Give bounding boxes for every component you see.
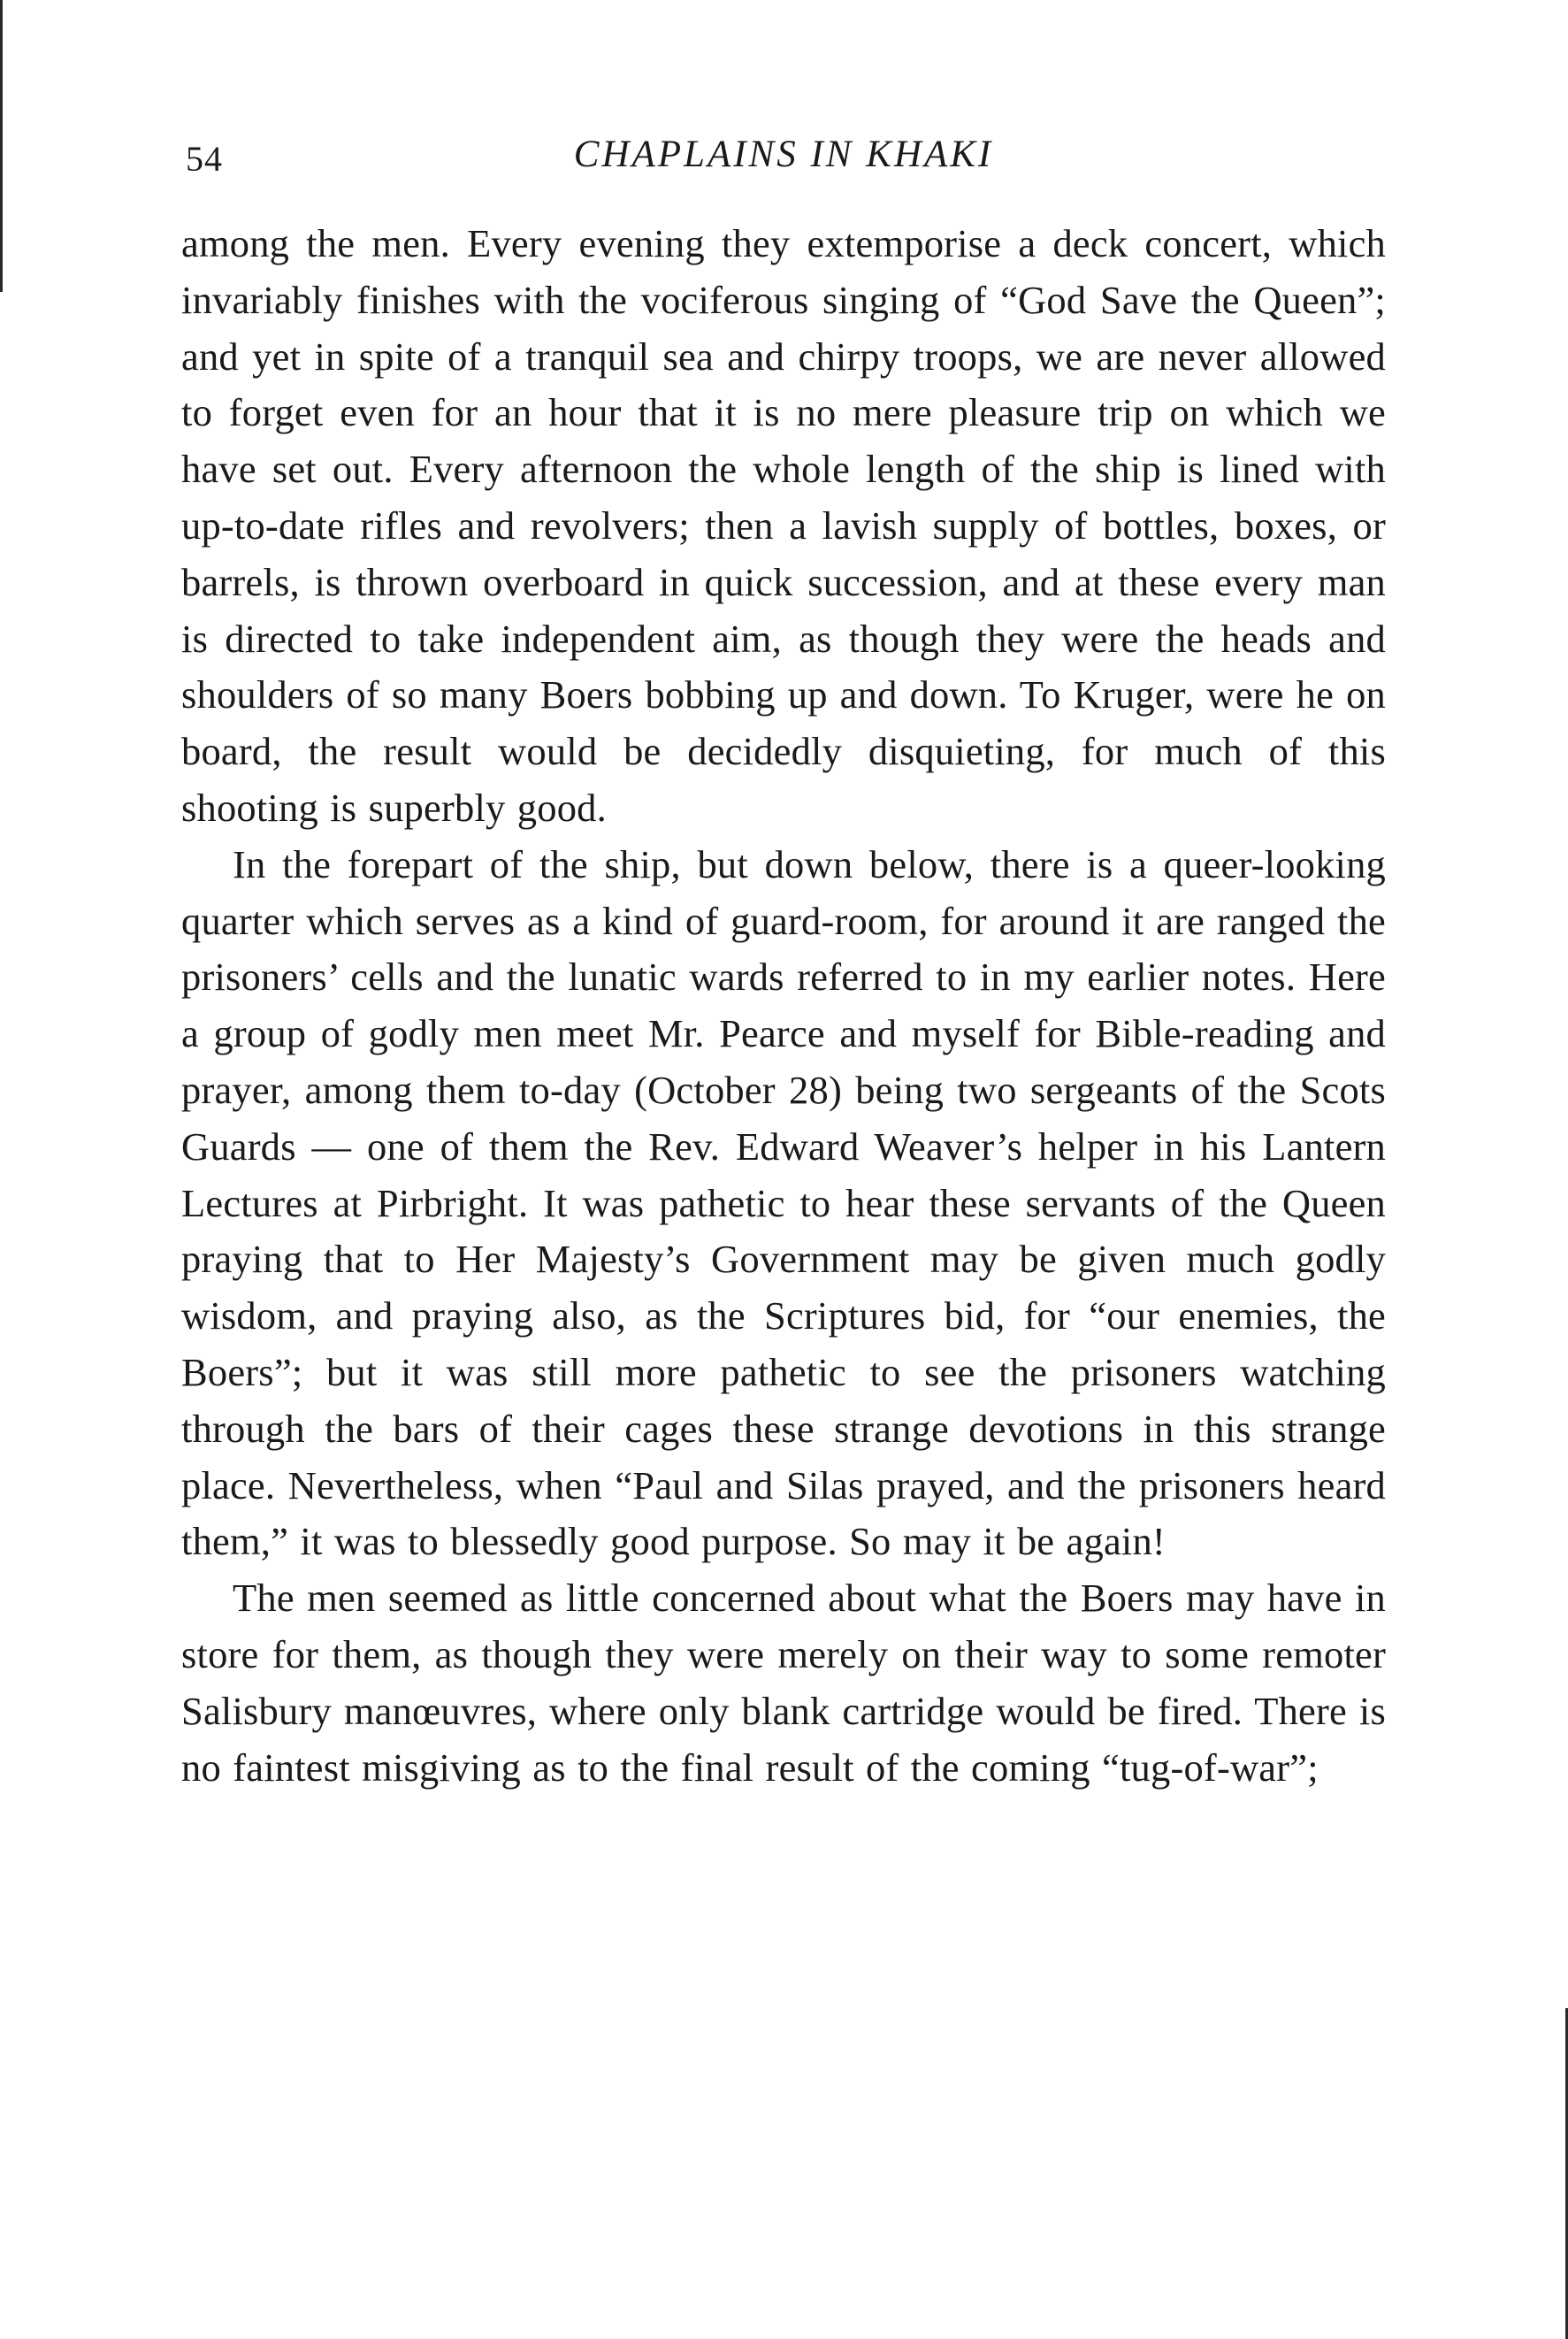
page-number: 54	[186, 139, 223, 179]
body-text	[181, 216, 1386, 1796]
page-header	[181, 133, 1386, 196]
scan-edge-left	[0, 0, 3, 292]
book-page	[181, 133, 1386, 1796]
paragraph-men-concerned: The men seemed as little concerned about what the Boers may have in store for them, as though they were merely on their way to some remoter Salisbury manœuvres, where only blank cartridge would be fired. There is no faintest misgiving as to the final result of the coming “tug-of-war”;	[181, 1576, 1386, 1790]
paragraph-continued: among the men. Every evening they extemporise a deck concert, which invariably finishes with the vociferous singing of “God Save the Queen”; and yet in spite of a tranquil sea and chirpy troops, we are never allowed to forget even for an hour that it is no mere pleasure trip on which we have set out. Every afternoon the whole length of the ship is lined with up-to-date rifles and revolvers; then a lavish supply of bottles, boxes, or barrels, is thrown overboard in quick succession, and at these every man is directed to take independent aim, as though they were the heads and shoulders of so many Boers bobbing up and down. To Kruger, were he on board, the result would be decidedly disquieting, for much of this shooting is superbly good.	[181, 221, 1386, 830]
paragraph-guard-room: In the forepart of the ship, but down below, there is a queer-looking quarter which serves as a kind of guard-room, for around it are ranged the prisoners’ cells and the lunatic wards referred to in my earlier notes. Here a group of godly men meet Mr. Pearce and myself for Bible-reading and prayer, among them to-day (October 28) being two sergeants of the Scots Guards — one of them the Rev. Edward Weaver’s helper in his Lantern Lectures at Pirbright. It was pathetic to hear these servants of the Queen praying that to Her Majesty’s Government may be given much godly wisdom, and praying also, as the Scriptures bid, for “our enemies, the Boers”; but it was still more pathetic to see the prisoners watching through the bars of their cages these strange devotions in this strange place. Nevertheless, when “Paul and Silas prayed, and the prisoners heard them,” it was to blessedly good purpose. So may it be again!	[181, 841, 1386, 1564]
running-title: CHAPLAINS IN KHAKI	[573, 134, 994, 175]
